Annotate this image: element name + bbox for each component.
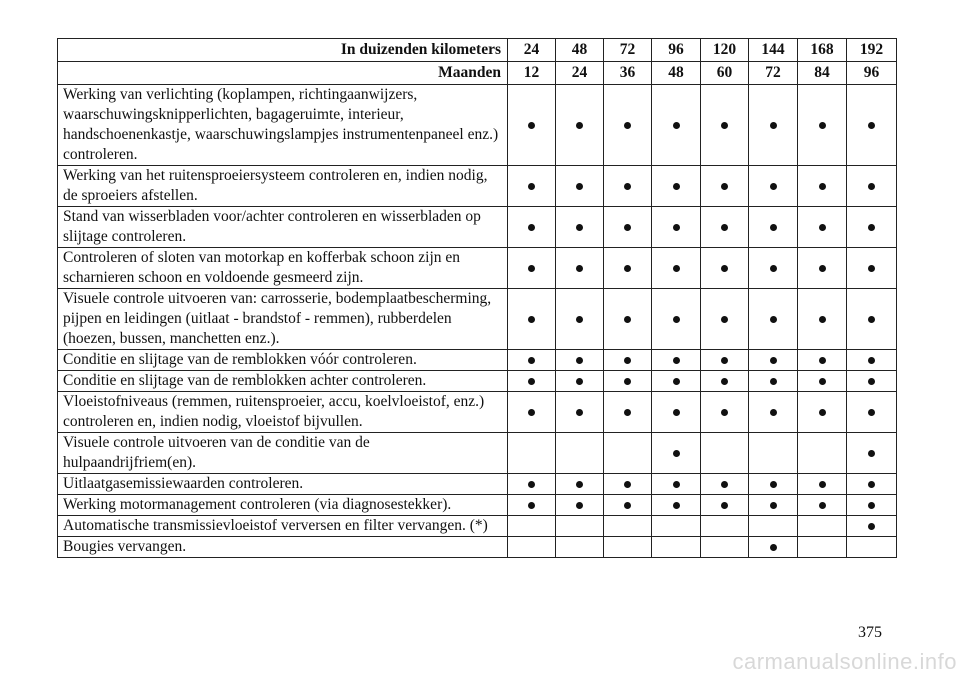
interval-cell bbox=[847, 248, 897, 289]
bullet-icon bbox=[576, 357, 583, 364]
interval-cell bbox=[847, 350, 897, 371]
interval-cell bbox=[847, 474, 897, 495]
bullet-icon bbox=[721, 357, 728, 364]
interval-cell bbox=[508, 350, 556, 371]
interval-cell bbox=[749, 207, 798, 248]
interval-cell bbox=[604, 392, 652, 433]
interval-cell bbox=[556, 392, 604, 433]
interval-cell bbox=[604, 350, 652, 371]
schedule-row bbox=[58, 289, 897, 350]
interval-cell bbox=[508, 495, 556, 516]
bullet-icon bbox=[528, 224, 535, 231]
bullet-icon bbox=[576, 122, 583, 129]
bullet-icon bbox=[528, 265, 535, 272]
interval-cell bbox=[798, 495, 847, 516]
bullet-icon bbox=[770, 357, 777, 364]
bullet-icon bbox=[624, 265, 631, 272]
interval-cell bbox=[749, 371, 798, 392]
interval-cell bbox=[556, 248, 604, 289]
interval-cell bbox=[701, 495, 749, 516]
interval-cell bbox=[749, 537, 798, 558]
interval-cell bbox=[556, 166, 604, 207]
task-description: Bougies vervangen. bbox=[58, 537, 508, 558]
bullet-icon bbox=[528, 183, 535, 190]
interval-cell bbox=[701, 248, 749, 289]
interval-cell bbox=[652, 350, 701, 371]
interval-cell bbox=[847, 85, 897, 166]
interval-cell bbox=[556, 371, 604, 392]
month-value: 96 bbox=[847, 62, 897, 85]
interval-cell bbox=[652, 495, 701, 516]
bullet-icon bbox=[673, 450, 680, 457]
bullet-icon bbox=[868, 265, 875, 272]
interval-cell bbox=[556, 516, 604, 537]
km-value: 144 bbox=[749, 39, 798, 62]
interval-cell bbox=[847, 207, 897, 248]
task-description: Werking motormanagement controleren (via diagnosestekker). bbox=[58, 495, 508, 516]
bullet-icon bbox=[819, 265, 826, 272]
interval-cell bbox=[798, 537, 847, 558]
interval-cell bbox=[556, 537, 604, 558]
bullet-icon bbox=[770, 409, 777, 416]
bullet-icon bbox=[721, 502, 728, 509]
interval-cell bbox=[798, 474, 847, 495]
bullet-icon bbox=[624, 378, 631, 385]
interval-cell bbox=[701, 474, 749, 495]
interval-cell bbox=[749, 392, 798, 433]
interval-cell bbox=[798, 371, 847, 392]
interval-cell bbox=[798, 248, 847, 289]
task-description: Controleren of sloten van motorkap en kofferbak schoon zijn en scharnieren schoon en voldoende gesmeerd zijn. bbox=[58, 248, 508, 289]
interval-cell bbox=[508, 537, 556, 558]
interval-cell bbox=[847, 166, 897, 207]
schedule-row bbox=[58, 537, 897, 558]
bullet-icon bbox=[770, 316, 777, 323]
interval-cell bbox=[847, 371, 897, 392]
task-description: Uitlaatgasemissiewaarden controleren. bbox=[58, 474, 508, 495]
interval-cell bbox=[701, 371, 749, 392]
interval-cell bbox=[508, 474, 556, 495]
bullet-icon bbox=[673, 265, 680, 272]
bullet-icon bbox=[868, 357, 875, 364]
bullet-icon bbox=[868, 378, 875, 385]
km-value: 48 bbox=[556, 39, 604, 62]
interval-cell bbox=[652, 85, 701, 166]
interval-cell bbox=[847, 392, 897, 433]
interval-cell bbox=[556, 350, 604, 371]
bullet-icon bbox=[819, 316, 826, 323]
bullet-icon bbox=[721, 122, 728, 129]
interval-cell bbox=[652, 207, 701, 248]
schedule-row bbox=[58, 433, 897, 474]
bullet-icon bbox=[624, 183, 631, 190]
bullet-icon bbox=[576, 265, 583, 272]
bullet-icon bbox=[528, 409, 535, 416]
bullet-icon bbox=[721, 224, 728, 231]
interval-cell bbox=[556, 289, 604, 350]
task-description: Conditie en slijtage van de remblokken achter controleren. bbox=[58, 371, 508, 392]
interval-cell bbox=[749, 474, 798, 495]
task-description: Werking van verlichting (koplampen, richtingaanwijzers, waarschuwingsknipperlichten, bagageruimte, interieur, handschoenenkastje, waarschuwingslampjes instrumentenpaneel enz.) controleren. bbox=[58, 85, 508, 166]
bullet-icon bbox=[819, 409, 826, 416]
interval-cell bbox=[556, 433, 604, 474]
interval-cell bbox=[749, 248, 798, 289]
interval-cell bbox=[556, 85, 604, 166]
interval-cell bbox=[556, 207, 604, 248]
interval-cell bbox=[652, 248, 701, 289]
bullet-icon bbox=[868, 450, 875, 457]
bullet-icon bbox=[673, 316, 680, 323]
km-value: 192 bbox=[847, 39, 897, 62]
interval-cell bbox=[701, 516, 749, 537]
km-value: 96 bbox=[652, 39, 701, 62]
interval-cell bbox=[556, 495, 604, 516]
schedule-row bbox=[58, 166, 897, 207]
interval-cell bbox=[508, 516, 556, 537]
bullet-icon bbox=[624, 502, 631, 509]
bullet-icon bbox=[721, 265, 728, 272]
bullet-icon bbox=[721, 183, 728, 190]
km-header-label: In duizenden kilometers bbox=[58, 39, 508, 62]
interval-cell bbox=[604, 166, 652, 207]
interval-cell bbox=[798, 207, 847, 248]
schedule-row bbox=[58, 392, 897, 433]
bullet-icon bbox=[868, 183, 875, 190]
bullet-icon bbox=[721, 481, 728, 488]
interval-cell bbox=[798, 166, 847, 207]
bullet-icon bbox=[528, 481, 535, 488]
km-value: 72 bbox=[604, 39, 652, 62]
month-value: 12 bbox=[508, 62, 556, 85]
interval-cell bbox=[701, 207, 749, 248]
bullet-icon bbox=[819, 122, 826, 129]
bullet-icon bbox=[721, 316, 728, 323]
bullet-icon bbox=[819, 378, 826, 385]
interval-cell bbox=[798, 350, 847, 371]
bullet-icon bbox=[528, 122, 535, 129]
months-header-label: Maanden bbox=[58, 62, 508, 85]
bullet-icon bbox=[868, 316, 875, 323]
bullet-icon bbox=[576, 183, 583, 190]
bullet-icon bbox=[673, 357, 680, 364]
interval-cell bbox=[652, 392, 701, 433]
bullet-icon bbox=[770, 378, 777, 385]
bullet-icon bbox=[673, 122, 680, 129]
bullet-icon bbox=[624, 122, 631, 129]
bullet-icon bbox=[770, 265, 777, 272]
bullet-icon bbox=[673, 183, 680, 190]
bullet-icon bbox=[721, 409, 728, 416]
bullet-icon bbox=[528, 378, 535, 385]
bullet-icon bbox=[673, 409, 680, 416]
bullet-icon bbox=[868, 523, 875, 530]
km-value: 120 bbox=[701, 39, 749, 62]
bullet-icon bbox=[819, 481, 826, 488]
interval-cell bbox=[798, 289, 847, 350]
interval-cell bbox=[847, 433, 897, 474]
bullet-icon bbox=[770, 544, 777, 551]
interval-cell bbox=[604, 433, 652, 474]
km-header-row bbox=[58, 39, 897, 62]
interval-cell bbox=[652, 474, 701, 495]
interval-cell bbox=[749, 495, 798, 516]
bullet-icon bbox=[770, 481, 777, 488]
bullet-icon bbox=[868, 481, 875, 488]
schedule-row bbox=[58, 371, 897, 392]
bullet-icon bbox=[576, 409, 583, 416]
month-value: 84 bbox=[798, 62, 847, 85]
interval-cell bbox=[701, 537, 749, 558]
interval-cell bbox=[798, 85, 847, 166]
interval-cell bbox=[701, 392, 749, 433]
bullet-icon bbox=[868, 122, 875, 129]
interval-cell bbox=[798, 392, 847, 433]
interval-cell bbox=[847, 537, 897, 558]
task-description: Werking van het ruitensproeiersysteem controleren en, indien nodig, de sproeiers afstellen. bbox=[58, 166, 508, 207]
interval-cell bbox=[701, 166, 749, 207]
interval-cell bbox=[701, 289, 749, 350]
bullet-icon bbox=[624, 316, 631, 323]
bullet-icon bbox=[770, 502, 777, 509]
bullet-icon bbox=[868, 224, 875, 231]
interval-cell bbox=[604, 474, 652, 495]
interval-cell bbox=[847, 516, 897, 537]
interval-cell bbox=[652, 371, 701, 392]
interval-cell bbox=[604, 248, 652, 289]
bullet-icon bbox=[576, 378, 583, 385]
interval-cell bbox=[604, 85, 652, 166]
interval-cell bbox=[652, 537, 701, 558]
interval-cell bbox=[556, 474, 604, 495]
interval-cell bbox=[749, 289, 798, 350]
bullet-icon bbox=[576, 502, 583, 509]
interval-cell bbox=[604, 207, 652, 248]
km-value: 168 bbox=[798, 39, 847, 62]
interval-cell bbox=[798, 433, 847, 474]
interval-cell bbox=[604, 516, 652, 537]
interval-cell bbox=[798, 516, 847, 537]
page-number: 375 bbox=[858, 624, 882, 641]
task-description: Stand van wisserbladen voor/achter controleren en wisserbladen op slijtage controleren. bbox=[58, 207, 508, 248]
bullet-icon bbox=[576, 224, 583, 231]
bullet-icon bbox=[528, 357, 535, 364]
bullet-icon bbox=[770, 183, 777, 190]
interval-cell bbox=[604, 371, 652, 392]
interval-cell bbox=[508, 392, 556, 433]
task-description: Visuele controle uitvoeren van de conditie van de hulpaandrijfriem(en). bbox=[58, 433, 508, 474]
task-description: Automatische transmissievloeistof verversen en filter vervangen. (*) bbox=[58, 516, 508, 537]
interval-cell bbox=[652, 516, 701, 537]
bullet-icon bbox=[868, 409, 875, 416]
bullet-icon bbox=[819, 502, 826, 509]
bullet-icon bbox=[673, 502, 680, 509]
schedule-row bbox=[58, 516, 897, 537]
interval-cell bbox=[508, 248, 556, 289]
interval-cell bbox=[508, 371, 556, 392]
interval-cell bbox=[604, 289, 652, 350]
interval-cell bbox=[749, 516, 798, 537]
bullet-icon bbox=[673, 481, 680, 488]
bullet-icon bbox=[673, 378, 680, 385]
schedule-row bbox=[58, 474, 897, 495]
interval-cell bbox=[652, 433, 701, 474]
interval-cell bbox=[508, 289, 556, 350]
bullet-icon bbox=[819, 183, 826, 190]
month-value: 72 bbox=[749, 62, 798, 85]
bullet-icon bbox=[624, 224, 631, 231]
months-header-row bbox=[58, 62, 897, 85]
schedule-row bbox=[58, 248, 897, 289]
bullet-icon bbox=[868, 502, 875, 509]
interval-cell bbox=[508, 433, 556, 474]
task-description: Conditie en slijtage van de remblokken vóór controleren. bbox=[58, 350, 508, 371]
interval-cell bbox=[847, 495, 897, 516]
interval-cell bbox=[749, 85, 798, 166]
interval-cell bbox=[604, 495, 652, 516]
interval-cell bbox=[508, 207, 556, 248]
interval-cell bbox=[749, 433, 798, 474]
task-description: Vloeistofniveaus (remmen, ruitensproeier, accu, koelvloeistof, enz.) controleren en, indien nodig, vloeistof bijvullen. bbox=[58, 392, 508, 433]
interval-cell bbox=[604, 537, 652, 558]
interval-cell bbox=[847, 289, 897, 350]
bullet-icon bbox=[770, 122, 777, 129]
interval-cell bbox=[508, 166, 556, 207]
interval-cell bbox=[749, 166, 798, 207]
watermark-logo: carmanualsonline.info bbox=[732, 649, 957, 674]
interval-cell bbox=[749, 350, 798, 371]
schedule-row bbox=[58, 350, 897, 371]
bullet-icon bbox=[528, 316, 535, 323]
km-value: 24 bbox=[508, 39, 556, 62]
bullet-icon bbox=[624, 409, 631, 416]
schedule-row bbox=[58, 207, 897, 248]
bullet-icon bbox=[819, 224, 826, 231]
task-description: Visuele controle uitvoeren van: carrosserie, bodemplaatbescherming, pijpen en leidingen (uitlaat - brandstof - remmen), rubberdelen (hoezen, bussen, manchetten enz.). bbox=[58, 289, 508, 350]
bullet-icon bbox=[673, 224, 680, 231]
bullet-icon bbox=[770, 224, 777, 231]
interval-cell bbox=[652, 289, 701, 350]
month-value: 48 bbox=[652, 62, 701, 85]
schedule-row bbox=[58, 85, 897, 166]
interval-cell bbox=[701, 85, 749, 166]
bullet-icon bbox=[721, 378, 728, 385]
interval-cell bbox=[701, 350, 749, 371]
maintenance-schedule-table bbox=[57, 38, 897, 558]
bullet-icon bbox=[624, 357, 631, 364]
bullet-icon bbox=[576, 481, 583, 488]
interval-cell bbox=[701, 433, 749, 474]
month-value: 60 bbox=[701, 62, 749, 85]
bullet-icon bbox=[624, 481, 631, 488]
interval-cell bbox=[652, 166, 701, 207]
bullet-icon bbox=[576, 316, 583, 323]
bullet-icon bbox=[528, 502, 535, 509]
interval-cell bbox=[508, 85, 556, 166]
month-value: 24 bbox=[556, 62, 604, 85]
month-value: 36 bbox=[604, 62, 652, 85]
schedule-row bbox=[58, 495, 897, 516]
bullet-icon bbox=[819, 357, 826, 364]
